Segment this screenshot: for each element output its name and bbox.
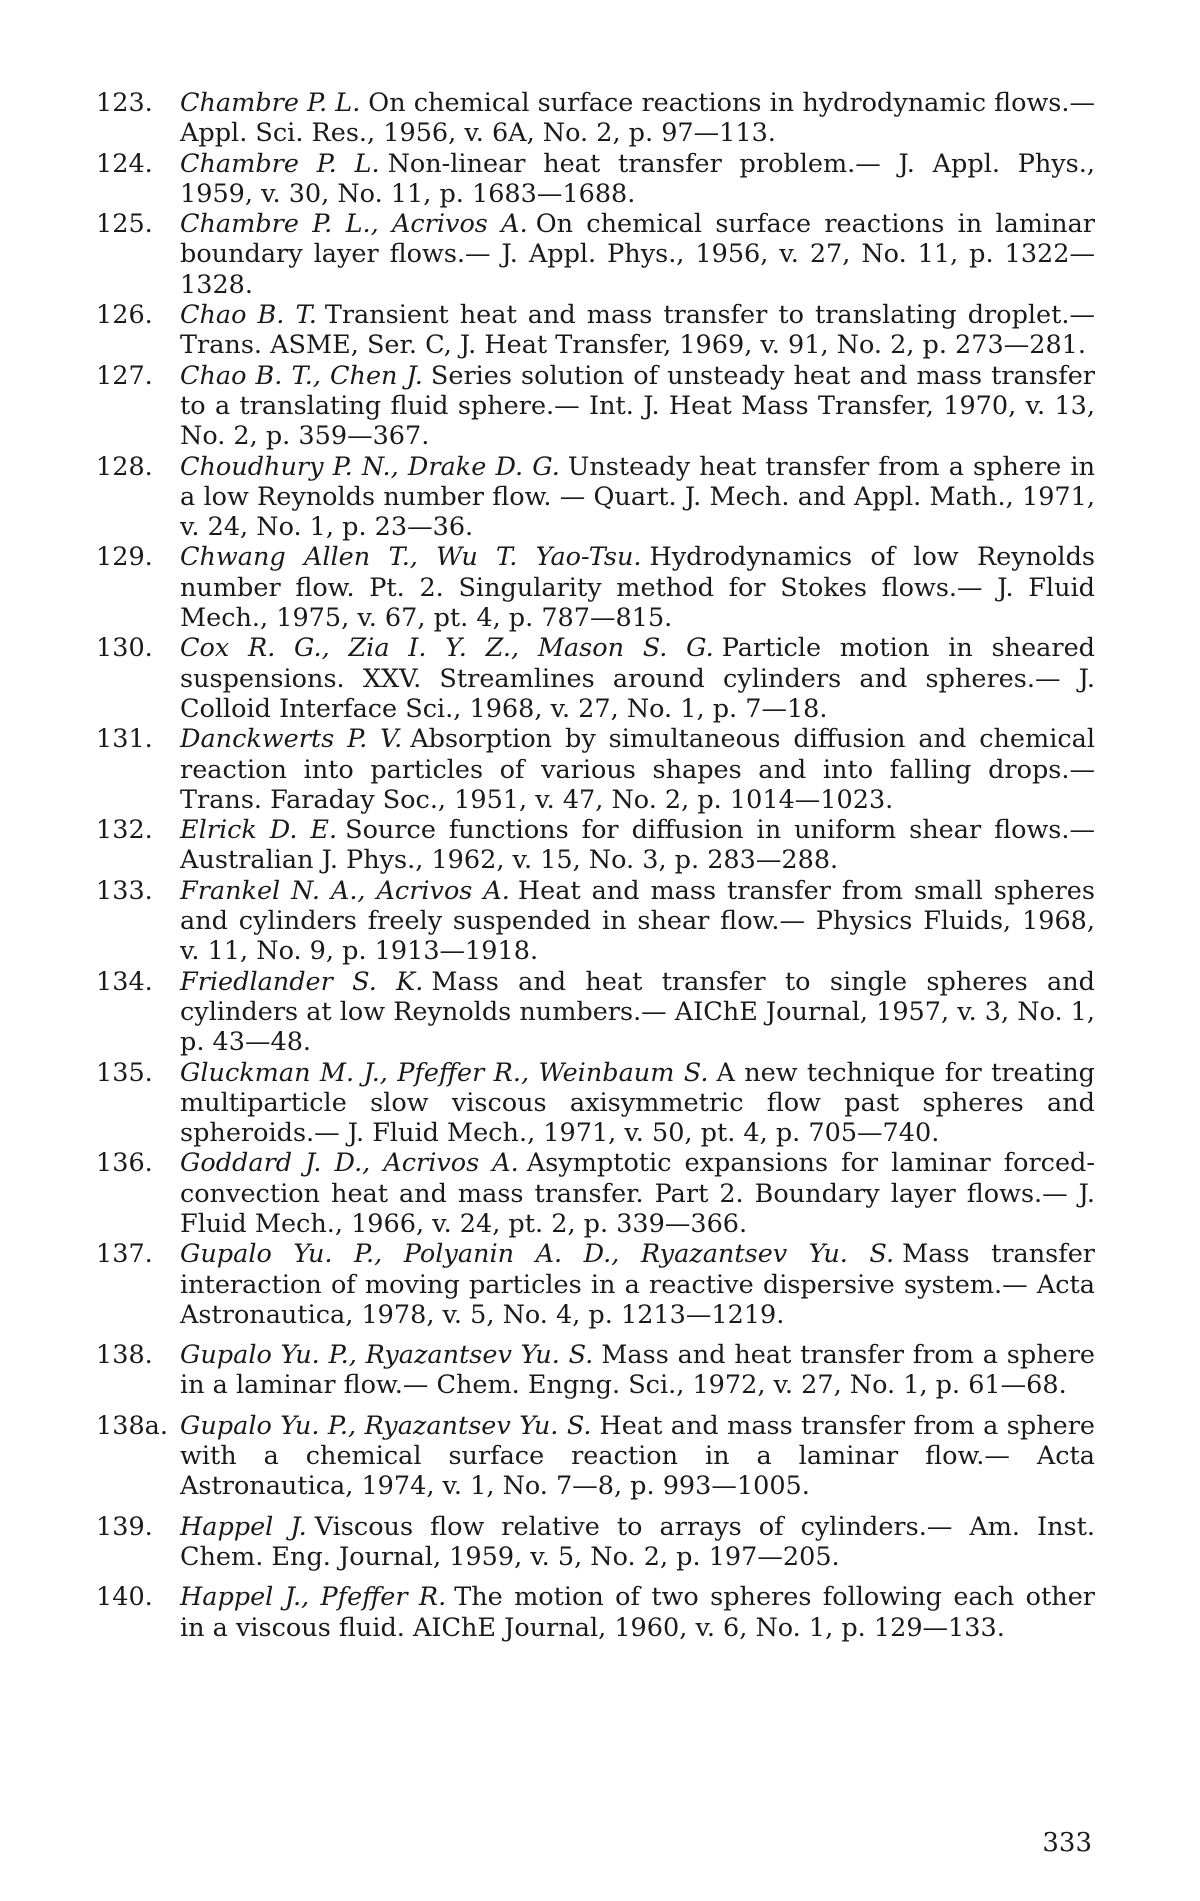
reference-number: 137. [96, 1239, 153, 1270]
reference-authors: Frankel N. A., Acrivos A. [180, 875, 510, 906]
reference-authors: Chambre P. L., Acrivos A. [180, 209, 528, 240]
reference-authors: Chao B. T. [180, 300, 317, 331]
reference-number: 139. [96, 1511, 153, 1542]
reference-authors: Cox R. G., Zia I. Y. Z., Mason S. G. [180, 633, 714, 664]
reference-text: Non-linear heat transfer problem.— J. Appl. Phys., 1959, v. 30, No. 11, p. 1683—1688. [180, 148, 1095, 209]
reference-number: 138. [96, 1340, 153, 1371]
reference-authors: Elrick D. E. [180, 815, 338, 846]
reference-authors: Gupalo Yu. P., Ryazantsev Yu. S. [180, 1410, 592, 1441]
reference-number: 124. [96, 148, 153, 179]
reference-entry [96, 633, 1095, 724]
reference-text: Series solution of unsteady heat and mass transfer to a translating fluid sphere.— Int. J. Heat Mass Transfer, 1970, v. 13, No. 2, p. 359—367. [180, 360, 1095, 452]
reference-entry [96, 360, 1095, 452]
reference-number: 136. [96, 1148, 153, 1179]
reference-text: Absorption by simultaneous diffusion and chemical reaction into particles of various shapes and into falling drops.— Trans. Faraday Soc., 1951, v. 47, No. 2, p. 1014—1023. [180, 724, 1095, 815]
reference-text: Asymptotic expansions for laminar forced-convection heat and mass transfer. Part 2. Boundary layer flows.— J. Fluid Mech., 1966, v. 24, pt. 2, p. 339—366. [180, 1148, 1095, 1239]
reference-number: 125. [96, 209, 153, 240]
reference-authors: Chao B. T., Chen J. [180, 360, 423, 391]
reference-text: Mass transfer interaction of moving particles in a reactive dispersive system.— Acta Astronautica, 1978, v. 5, No. 4, p. 1213—1219. [180, 1239, 1095, 1330]
reference-entry [96, 875, 1095, 967]
reference-entry [96, 88, 1095, 149]
reference-text: Source functions for diffusion in uniform shear flows.— Australian J. Phys., 1962, v. 15, No. 3, p. 283—288. [180, 815, 1095, 876]
reference-authors: Gluckman M. J., Pfeffer R., Weinbaum S. [180, 1057, 709, 1088]
reference-number: 130. [96, 633, 153, 664]
reference-entry [96, 724, 1095, 815]
reference-entry [96, 1410, 1095, 1502]
reference-authors: Chambre P. L. [180, 88, 361, 118]
reference-authors: Happel J. [180, 1511, 307, 1542]
reference-text: Hydrodynamics of low Reynolds number flow. Pt. 2. Singularity method for Stokes flows.— J. Fluid Mech., 1975, v. 67, pt. 4, p. 787—815. [180, 542, 1095, 634]
reference-authors: Chwang Allen T., Wu T. Yao-Tsu. [180, 542, 642, 573]
reference-entry [96, 1340, 1095, 1401]
reference-text: Mass and heat transfer to single spheres and cylinders at low Reynolds numbers.— AIChE Journal, 1957, v. 3, No. 1, p. 43—48. [180, 966, 1095, 1058]
reference-authors: Chambre P. L. [180, 148, 380, 179]
reference-text: The motion of two spheres following each other in a viscous fluid. AIChE Journal, 1960, v. 6, No. 1, p. 129—133. [180, 1582, 1095, 1643]
reference-text: On chemical surface reactions in hydrodynamic flows.— Appl. Sci. Res., 1956, v. 6A, No. 2, p. 97—113. [180, 88, 1095, 149]
reference-text: Unsteady heat transfer from a sphere in a low Reynolds number flow. — Quart. J. Mech. and Appl. Math., 1971, v. 24, No. 1, p. 23—36. [180, 451, 1095, 543]
reference-authors: Danckwerts P. V. [180, 724, 403, 755]
reference-text: A new technique for treating multiparticle slow viscous axisymmetric flow past spheres and spheroids.— J. Fluid Mech., 1971, v. 50, pt. 4, p. 705—740. [180, 1057, 1095, 1149]
reference-text: Viscous flow relative to arrays of cylinders.— Am. Inst. Chem. Eng. Journal, 1959, v. 5, No. 2, p. 197—205. [180, 1511, 1095, 1572]
reference-number: 132. [96, 815, 153, 846]
reference-entry [96, 966, 1095, 1058]
reference-number: 133. [96, 875, 153, 906]
reference-authors: Goddard J. D., Acrivos A. [180, 1148, 519, 1179]
reference-entry [96, 1057, 1095, 1149]
reference-authors: Happel J., Pfeffer R. [180, 1582, 447, 1613]
reference-text: On chemical surface reactions in laminar boundary layer flows.— J. Appl. Phys., 1956, v. 27, No. 11, p. 1322—1328. [180, 209, 1095, 300]
reference-entry [96, 815, 1095, 876]
reference-entry [96, 148, 1095, 210]
reference-number: 135. [96, 1057, 153, 1088]
reference-entry [96, 209, 1095, 300]
reference-number: 129. [96, 542, 153, 573]
reference-authors: Gupalo Yu. P., Ryazantsev Yu. S. [180, 1340, 594, 1371]
reference-entry [96, 1511, 1095, 1573]
reference-text: Particle motion in sheared suspensions. XXV. Streamlines around cylinders and spheres.— J. Colloid Interface Sci., 1968, v. 27, No. 1, p. 7—18. [180, 633, 1095, 724]
reference-list [96, 88, 1096, 1643]
reference-number: 128. [96, 451, 153, 482]
reference-number: 134. [96, 966, 153, 997]
reference-entry [96, 1239, 1095, 1330]
reference-text: Heat and mass transfer from small spheres and cylinders freely suspended in shear flow.— Physics Fluids, 1968, v. 11, No. 9, p. 1913—1918. [180, 875, 1095, 967]
reference-authors: Choudhury P. N., Drake D. G. [180, 451, 560, 482]
reference-number: 126. [96, 300, 153, 331]
reference-entry [96, 451, 1095, 543]
reference-text: Heat and mass transfer from a sphere with a chemical surface reaction in a laminar flow.— Acta Astronautica, 1974, v. 1, No. 7—8, p. 993—1005. [180, 1410, 1095, 1502]
reference-text: Transient heat and mass transfer to translating droplet.— Trans. ASME, Ser. C, J. Heat Transfer, 1969, v. 91, No. 2, p. 273—281. [180, 300, 1096, 361]
reference-number: 123. [96, 88, 153, 118]
reference-number: 127. [96, 360, 153, 391]
reference-number: 138a. [96, 1410, 168, 1441]
reference-authors: Friedlander S. K. [180, 966, 424, 997]
reference-entry [96, 1148, 1095, 1239]
reference-authors: Gupalo Yu. P., Polyanin A. D., Ryazantsev Yu. S. [180, 1239, 895, 1270]
reference-number: 131. [96, 724, 153, 755]
reference-entry [96, 542, 1095, 634]
reference-entry [96, 300, 1096, 361]
reference-entry [96, 1582, 1095, 1643]
page-number: 333 [1042, 1828, 1092, 1858]
reference-text: Mass and heat transfer from a sphere in a laminar flow.— Chem. Engng. Sci., 1972, v. 27, No. 1, p. 61—68. [180, 1340, 1095, 1401]
reference-number: 140. [96, 1582, 153, 1613]
